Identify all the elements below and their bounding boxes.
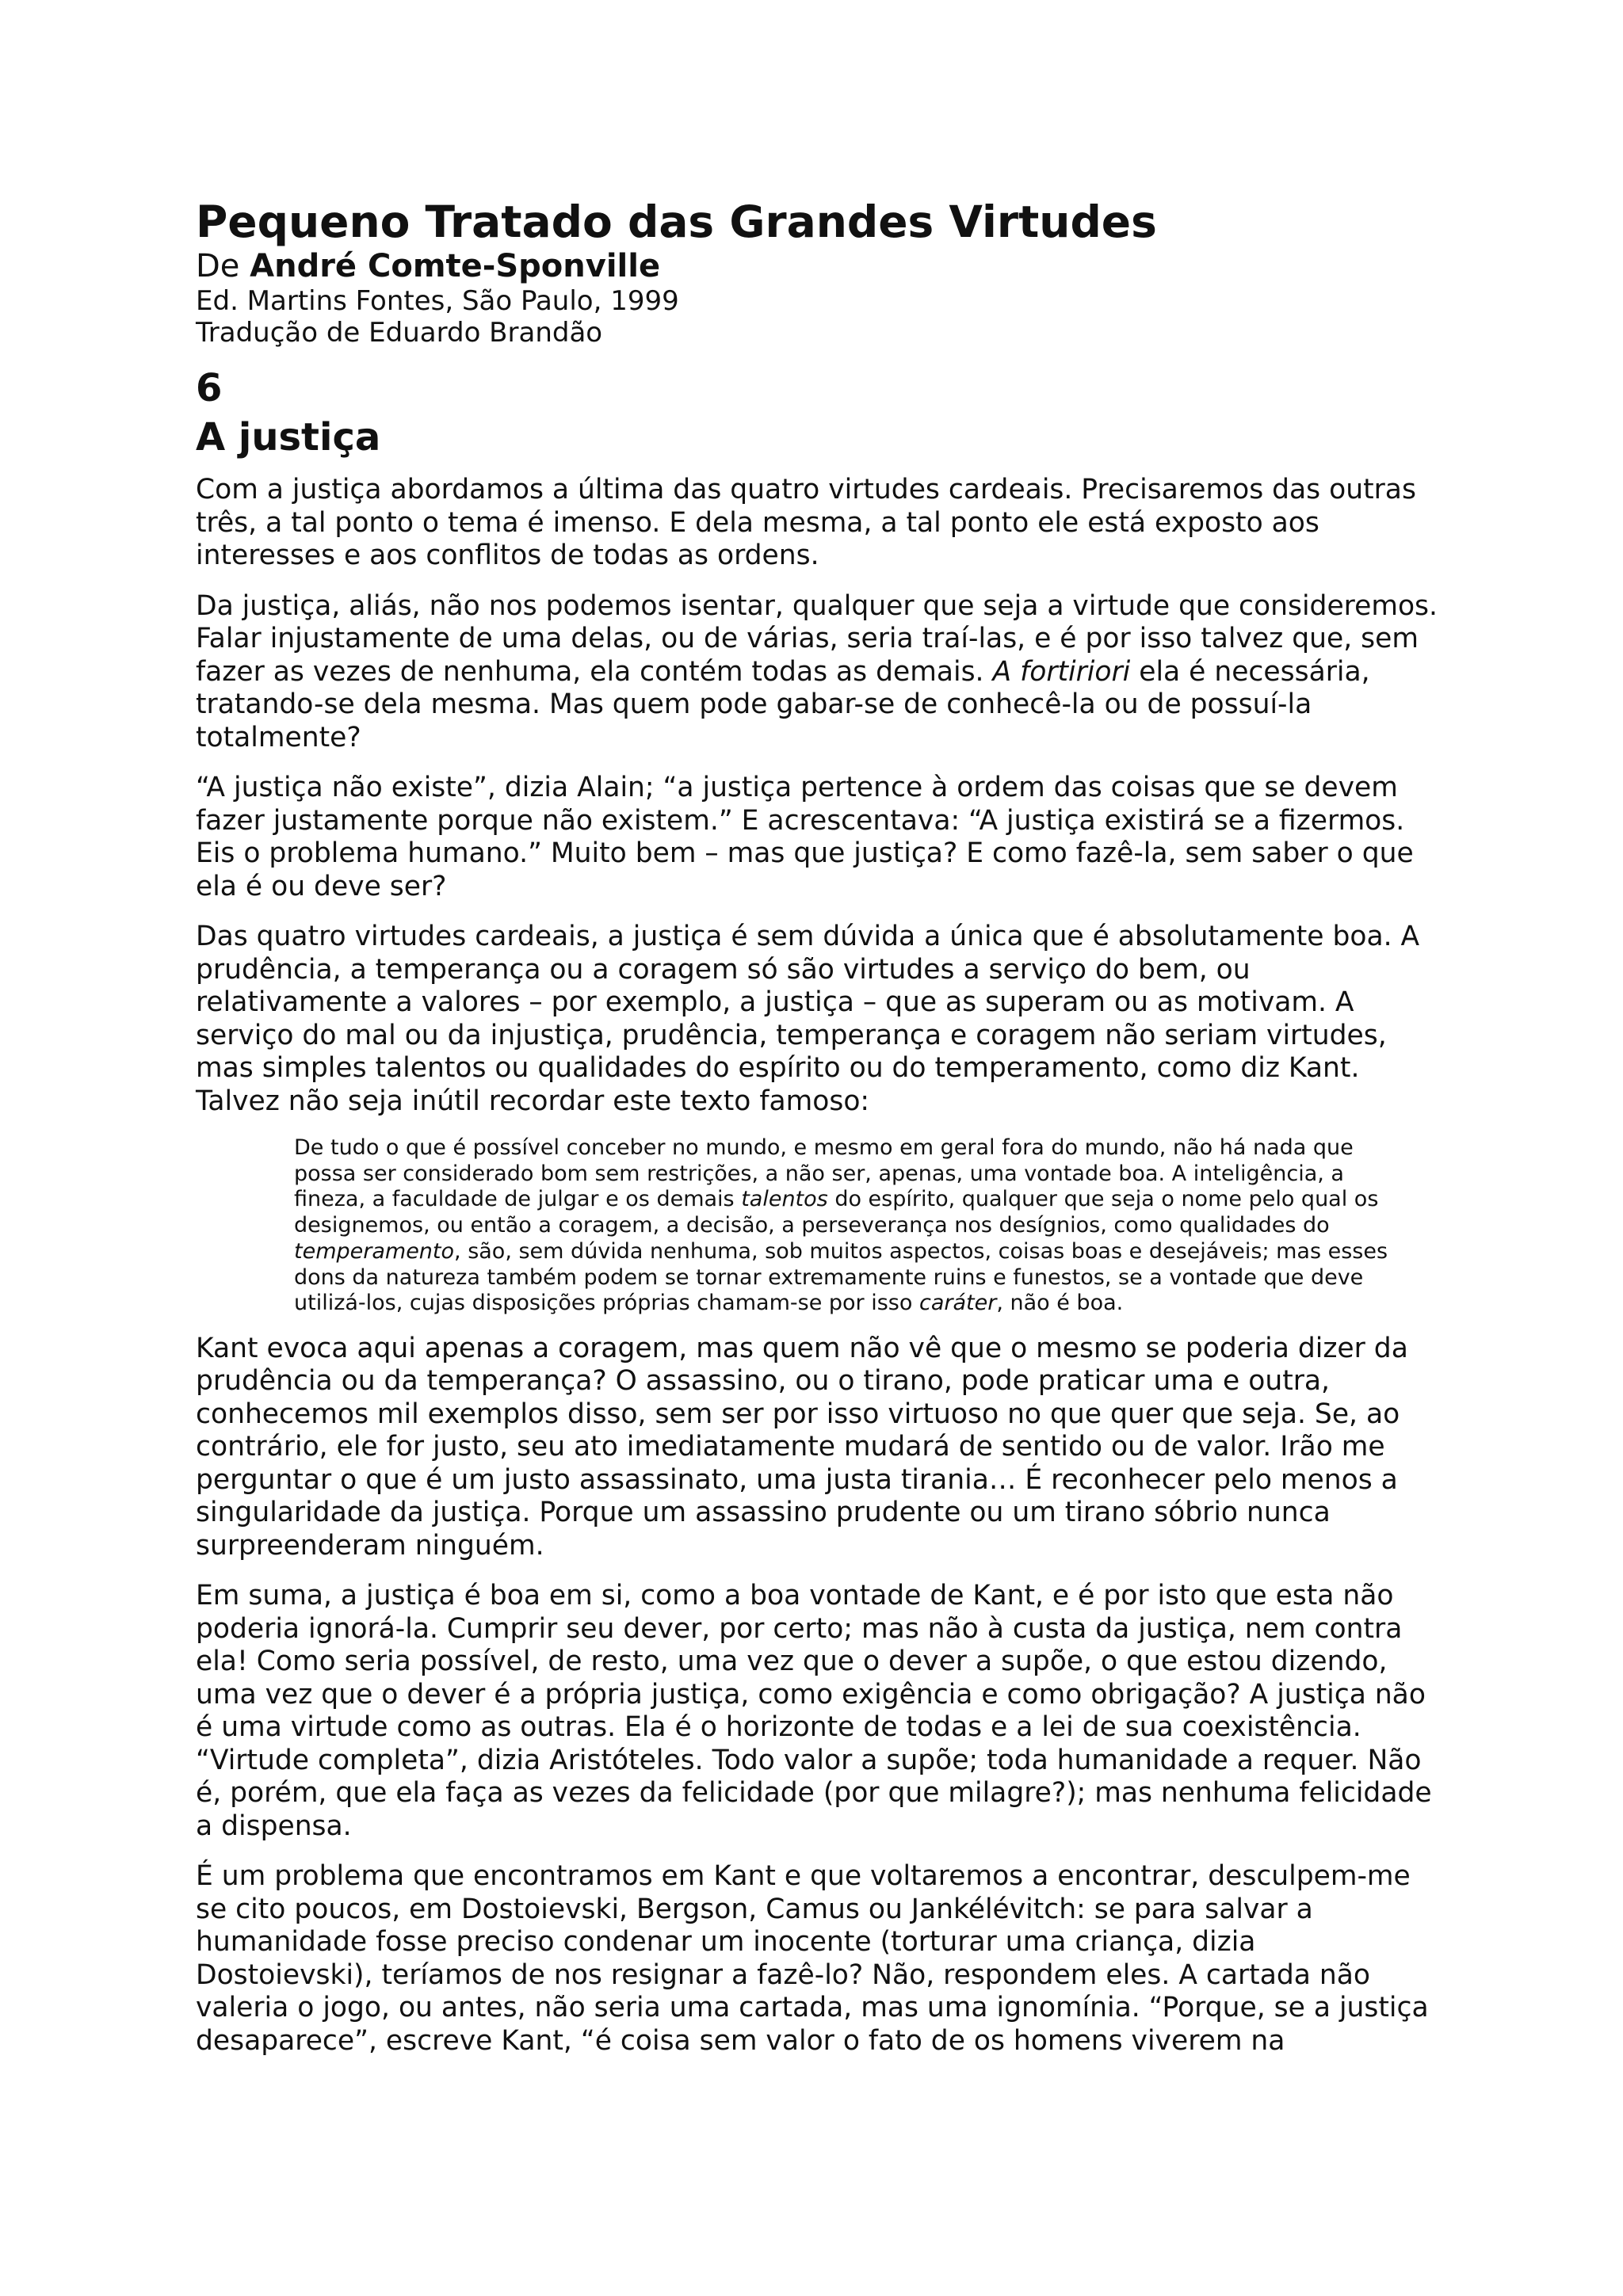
paragraph: Kant evoca aqui apenas a coragem, mas quem não vê que o mesmo se poderia dizer da prudência ou da temperança? O assassino, ou o tirano, pode praticar uma e outra, conhecemos mil exemplos disso, sem ser por isso virtuoso no que quer que seja. Se, ao contrário, ele for justo, seu ato imediatamente mudará de sentido ou de valor. Irão me perguntar o que é um justo assassinato, uma justa tirania… É reconhecer pelo menos a singularidade da justiça. Porque um assassino prudente ou um tirano sóbrio nunca surpreenderam ninguém. [196, 1332, 1408, 1562]
paragraph: Em suma, a justiça é boa em si, como a boa vontade de Kant, e é por isto que esta não poderia ignorá-la. Cumprir seu dever, por certo; mas não à custa da justiça, nem contra ela! Como seria possível, de resto, uma vez que o dever a supõe, o que estou dizendo, uma vez que o dever é a própria justiça, como exigência e como obrigação? A justiça não é uma virtude como as outras. Ela é o horizonte de todas e a lei de sua coexistência. “Virtude completa”, dizia Aristóteles. Todo valor a supõe; toda humanidade a requer. Não é, porém, que ela faça as vezes da felicidade (por que milagre?); mas nenhuma felicidade a dispensa. [196, 1580, 1432, 1842]
paragraph: Das quatro virtudes cardeais, a justiça é sem dúvida a única que é absolutamente boa. A prudência, a temperança ou a coragem só são virtudes a serviço do bem, ou relativamente a valores – por exemplo, a justiça – que as superam ou as motivam. A serviço do mal ou da injustiça, prudência, temperança e coragem não seriam virtudes, mas simples talentos ou qualidades do espírito ou do temperamento, como diz Kant. Talvez não seja inútil recordar este texto famoso: [196, 921, 1420, 1117]
translation-line: Tradução de Eduardo Brandão [196, 317, 603, 349]
paragraph: Da justiça, aliás, não nos podemos isentar, qualquer que seja a virtude que consideremos. Falar injustamente de uma delas, ou de várias, seria traí-las, e é por isso talvez que, sem fazer as vezes de nenhuma, ela contém todas as demais. A fortiriori ela é necessária, tratando-se dela mesma. Mas quem pode gabar-se de conhecê-la ou de possuí-la totalmente? [196, 589, 1438, 753]
document-page [196, 196, 1440, 2075]
latin-emphasis: A fortiriori [992, 655, 1131, 688]
paragraph: É um problema que encontramos em Kant e que voltaremos a encontrar, desculpem-me se cito poucos, em Dostoievski, Bergson, Camus ou Jankélévitch: se para salvar a humanidade fosse preciso condenar um inocente (torturar uma criança, dizia Dostoievski), teríamos de nos resignar a fazê-lo? Não, respondem eles. A cartada não valeria o jogo, ou antes, não seria uma cartada, mas uma ignomínia. “Porque, se a justiça desaparece”, escreve Kant, “é coisa sem valor o fato de os homens viverem na [196, 1860, 1429, 2057]
book-title: Pequeno Tratado das Grandes Virtudes [196, 196, 1157, 247]
author-line [196, 247, 1440, 285]
publisher-line: Ed. Martins Fontes, São Paulo, 1999 [196, 285, 679, 317]
author-name: André Comte-Sponville [250, 248, 661, 284]
quote-emphasis: caráter [918, 1291, 997, 1316]
quote-emphasis: talentos [741, 1187, 828, 1212]
kant-quote: De tudo o que é possível conceber no mundo, e mesmo em geral fora do mundo, não há nada que possa ser considerado bom sem restrições, a não ser, apenas, uma vontade boa. A inteligência, a fineza, a faculdade de julgar e os demais talentos do espírito, qualquer que seja o nome pelo qual os designemos, ou então a coragem, a decisão, a perseverança nos desígnios, como qualidades do temperamento, são, sem dúvida nenhuma, sob muitos aspectos, coisas boas e desejáveis; mas esses dons da natureza também podem se tornar extremamente ruins e funestos, se a vontade que deve utilizá-los, cujas disposições próprias chamam-se por isso caráter, não é boa. [294, 1135, 1388, 1316]
chapter-title: A justiça [196, 415, 381, 460]
paragraph: Com a justiça abordamos a última das quatro virtudes cardeais. Precisaremos das outras três, a tal ponto o tema é imenso. E dela mesma, a tal ponto ele está exposto aos interesses e aos conflitos de todas as ordens. [196, 474, 1416, 571]
paragraph: “A justiça não existe”, dizia Alain; “a justiça pertence à ordem das coisas que se devem fazer justamente porque não existem.” E acrescentava: “A justiça existirá se a fizermos. Eis o problema humano.” Muito bem – mas que justiça? E como fazê-la, sem saber o que ela é ou deve ser? [196, 772, 1414, 902]
author-prefix: De [196, 248, 240, 284]
chapter-number: 6 [196, 366, 223, 410]
quote-emphasis: temperamento [294, 1238, 455, 1264]
